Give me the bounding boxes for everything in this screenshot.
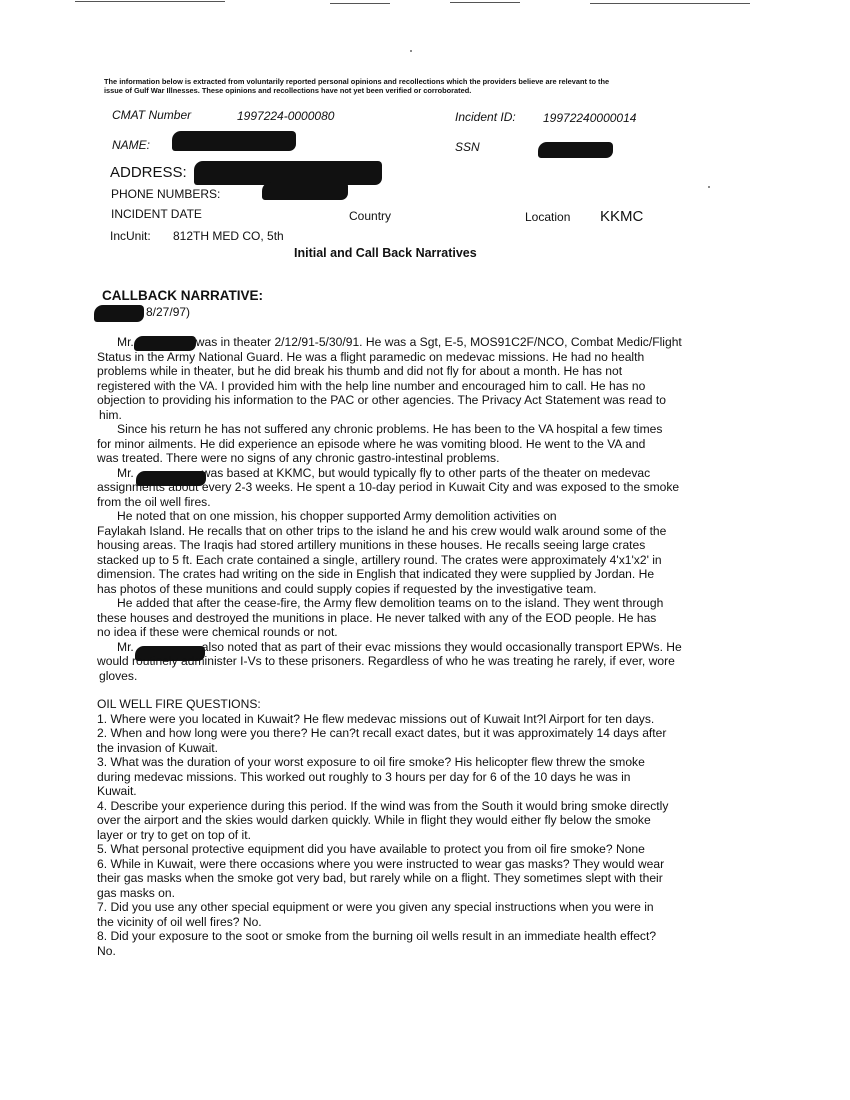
mr-prefix: Mr.: [117, 335, 134, 349]
narrative-line: these houses and destroyed the munitions in place. He never talked with any of the EOD people. He has: [97, 610, 657, 625]
narrative-line: He added that after the cease-fire, the Army flew demolition teams on to the island. They went through: [117, 596, 664, 610]
disclaimer-line-1: The information below is extracted from voluntarily reported personal opinions and recollections which the providers believe are relevant to the: [104, 77, 610, 86]
question-line: the invasion of Kuwait.: [97, 740, 219, 755]
narrative-line: has photos of these munitions and could supply copies if requested by the investigative team.: [97, 581, 597, 596]
mr-prefix: Mr.: [117, 465, 134, 480]
narrative-line: from the oil well fires.: [97, 494, 211, 509]
questions-heading: OIL WELL FIRE QUESTIONS:: [97, 697, 261, 711]
narrative-line: Mr. also noted that as part of their evac missions they would occasionally transport EPWs. He: [117, 639, 682, 654]
narrative-line: no idea if these were chemical rounds or not.: [97, 625, 338, 639]
name-label: NAME:: [112, 138, 151, 152]
country-label: Country: [349, 209, 392, 223]
narrative-line: for minor ailments. He did experience an episode where he was vomiting blood. He went to the VA and: [97, 436, 646, 451]
question-line: 4. Describe your experience during this period. If the wind was from the South it would bring smoke directly: [97, 798, 669, 813]
question-line: the vicinity of oil well fires? No.: [97, 914, 262, 929]
question-line: Kuwait.: [97, 784, 137, 798]
question-line: 2. When and how long were you there? He can?t recall exact dates, but it was approximately 14 days after: [97, 726, 667, 740]
narrative-body: [97, 335, 709, 958]
question-line: their gas masks when the smoke got very bad, but rarely while on a flight. They sometimes slept with their: [97, 871, 663, 885]
question-line: over the airport and the skies would darken quickly. While in flight they would either fly below the smoke: [97, 813, 651, 827]
phone-redaction: [262, 182, 348, 200]
question-line: layer or try to get on top of it.: [97, 827, 251, 842]
incunit-label: IncUnit:: [110, 229, 151, 243]
cmat-label: CMAT Number: [112, 108, 192, 122]
disclaimer: [104, 77, 704, 95]
scan-rule-3: [450, 2, 520, 3]
narrative-line: stacked up to 5 ft. Each crate contained a single, artillery round. The crates were approximately 4'x1'x2' in: [97, 552, 662, 567]
callback-name-redaction: [94, 305, 144, 322]
narrative-line: He noted that on one mission, his chopper supported Army demolition activities on: [117, 509, 557, 523]
narrative-line: assignments about every 2-3 weeks. He spent a 10-day period in Kuwait City and was exposed to the smoke: [97, 480, 680, 494]
cmat-value: 1997224-0000080: [237, 109, 335, 123]
question-line: 7. Did you use any other special equipment or were you given any special instructions when you were in: [97, 900, 654, 914]
location-label: Location: [525, 210, 571, 224]
incident-id-value: 19972240000014: [543, 111, 637, 125]
narrative-line: registered with the VA. I provided him with the help line number and encouraged him to call. He has no: [97, 378, 646, 393]
narrative-line: dimension. The crates had writing on the side in English that indicated they were supplied by Jordan. He: [97, 567, 655, 581]
question-line: No.: [97, 943, 116, 958]
question-line: 5. What personal protective equipment did you have available to protect you from oil fire smoke? None: [97, 842, 645, 856]
narrative-line: Since his return he has not suffered any chronic problems. He has been to the VA hospital a few times: [117, 422, 663, 436]
question-line: 3. What was the duration of your worst exposure to oil fire smoke? His helicopter flew threw the smoke: [97, 755, 645, 769]
ssn-redaction: [538, 142, 613, 158]
name-redaction: [172, 131, 296, 151]
incident-date-label: INCIDENT DATE: [111, 207, 202, 221]
location-value: KKMC: [600, 208, 644, 225]
narrative-line: problems while in theater, but he did break his thumb and did not fly for about a month. He has not: [97, 364, 623, 378]
address-label: ADDRESS:: [110, 164, 187, 181]
scan-speck-1: [410, 50, 412, 52]
mr-prefix: Mr.: [117, 639, 134, 654]
callback-date: 8/27/97): [146, 305, 191, 319]
narrative-line: was treated. There were no signs of any chronic gastro-intestinal problems.: [97, 451, 500, 465]
question-line: 6. While in Kuwait, were there occasions where you were instructed to wear gas masks? They would wear: [97, 856, 665, 871]
incident-id-label: Incident ID:: [455, 110, 516, 124]
narrative-line: objection to providing his information to the PAC or other agencies. The Privacy Act Statement was read to: [97, 393, 666, 407]
narrative-line: Mr. was based at KKMC, but would typically fly to other parts of the theater on medevac: [117, 465, 651, 480]
question-line: gas masks on.: [97, 885, 175, 900]
narrative-line: gloves.: [99, 668, 138, 683]
narrative-line: Status in the Army National Guard. He was a flight paramedic on medevac missions. He had no health: [97, 349, 645, 364]
narrative-line: housing areas. The Iraqis had stored artillery munitions in these houses. He recalls seeing large crates: [97, 538, 646, 552]
page-title: Initial and Call Back Narratives: [294, 246, 477, 260]
incunit-value: 812TH MED CO, 5th: [173, 229, 284, 243]
phone-label: PHONE NUMBERS:: [111, 187, 221, 201]
ssn-label: SSN: [455, 140, 480, 154]
scan-rule-1: [75, 1, 225, 2]
narrative-line: Faylakah Island. He recalls that on other trips to the island he and his crew would walk around some of the: [97, 523, 667, 538]
narrative-line: Mr. was in theater 2/12/91-5/30/91. He was a Sgt, E-5, MOS91C2F/NCO, Combat Medic/Flight: [117, 335, 682, 349]
narrative-line: him.: [99, 407, 122, 422]
question-line: 8. Did your exposure to the soot or smoke from the burning oil wells result in an immediate health effect?: [97, 929, 657, 943]
question-line: during medevac missions. This worked out roughly to 3 hours per day for 6 of the 10 days he was in: [97, 769, 631, 784]
scan-rule-4: [590, 3, 750, 4]
question-line: 1. Where were you located in Kuwait? He flew medevac missions out of Kuwait Int?l Airport for ten days.: [97, 711, 655, 726]
narrative-line: would routinely administer I-Vs to these prisoners. Regardless of who he was treating he rarely, if ever, wore: [97, 654, 675, 668]
scan-speck-2: [708, 186, 710, 188]
callback-heading: CALLBACK NARRATIVE:: [102, 288, 263, 303]
scan-rule-2: [330, 3, 390, 4]
disclaimer-line-2: issue of Gulf War Illnesses. These opinions and recollections have not yet been verified or corroborated.: [104, 86, 472, 95]
